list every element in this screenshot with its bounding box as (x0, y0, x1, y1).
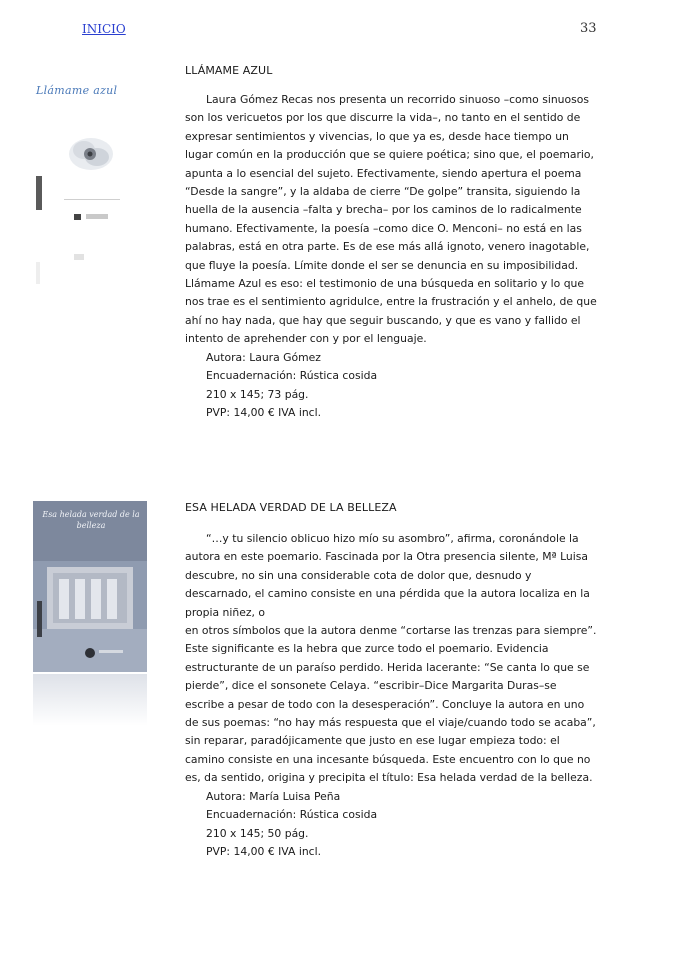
spec-format: 210 x 145; 50 pág. (206, 826, 309, 840)
publisher-tag (86, 214, 108, 219)
spec-author: Autora: Laura Gómez (206, 350, 321, 364)
spec-price: PVP: 14,00 € IVA incl. (206, 405, 322, 419)
flower-illustration (64, 132, 118, 176)
faint-mark (74, 254, 84, 260)
page-number: 33 (580, 21, 597, 36)
book-specs (185, 349, 598, 423)
entry-description: Laura Gómez Recas nos presenta un recorrido sinuoso –como sinuosos son los vericuetos por los que discurre la vida–, no tanto en el sentido de expresar sentimientos y vivencias, lo que ya es, desde hace tiempo un lugar común en la producción que se quiere poética; sino que, el poemario, apunta a lo esencial del sujeto. Efectivamente, siendo apertura el poema “Desde la sangre”, y la aldaba de cierre “De golpe” transita, siguiendo la huella de la ausencia –falta y brecha– por los caminos de lo radicalmente humano. Efectivamente, la poesía –como dice O. Menconi– no está en las palabras, está en otra parte. Es de ese más allá ignoto, venero inagotable, que fluye la poesía. Límite donde el ser se denuncia en su imposibilidad. Llámame Azul es eso: el testimonio de una búsqueda en solitario y lo que nos trae es el sentimiento agridulce, entre la frustración y el anhelo, de que ahí no hay nada, que hay que seguir buscando, y que es vano y fallido el intento de aprehender con y por el lenguaje. (185, 93, 597, 346)
cover-reflection (33, 674, 147, 726)
book-entry-llamame-azul (185, 64, 598, 422)
entry-description (185, 530, 598, 788)
cover-title-text: Esa helada verdad de la belleza (42, 510, 140, 530)
publisher-logo-mark (74, 214, 81, 220)
book-cover-title-art: Llámame azul (36, 84, 118, 97)
entry-description-lead: “…y tu silencio oblicuo hizo mío su asombro”, afirma, coronándole la autora en este poemario. Fascinada por la Otra presencia silente, Mª Luisa descubre, no sin una considerable cota de dolor que, desnudo y descarnado, el camino consiste en una pérdida que la autora localiza en la propia niñez, o (185, 532, 590, 619)
spec-author: Autora: María Luisa Peña (206, 789, 341, 803)
entry-title: ESA HELADA VERDAD DE LA BELLEZA (185, 501, 397, 514)
book-cover-esa-helada-verdad (33, 501, 147, 672)
spec-binding: Encuadernación: Rústica cosida (206, 369, 378, 383)
book-specs (185, 788, 598, 862)
spec-format: 210 x 145; 73 pág. (206, 387, 309, 401)
faint-side-bar (36, 262, 40, 284)
spec-binding: Encuadernación: Rústica cosida (206, 808, 378, 822)
entry-title: LLÁMAME AZUL (185, 64, 273, 77)
nav-home-link[interactable]: INICIO (82, 22, 126, 36)
book-entry-esa-helada-verdad (185, 501, 598, 861)
divider (64, 199, 120, 200)
entry-description-rest: en otros símbolos que la autora denme “cortarse las trenzas para siempre”. Este significante es la hebra que zurce todo el poemario. Evidencia estructurante de un paraíso perdido. Herida lacerante: “Se canta lo que se pierde”, dice el sonsonete Celaya. “escribir–Dice Margarita Duras–se escribe a pesar de todo con la desesperación”. Concluye la autora en uno de sus poemas: “no hay más respuesta que el viaje/cuando todo se acaba”, sin reparar, paradójicamente que justo en ese lugar empieza todo: el camino consiste en una incesante búsqueda. Este encuentro con lo que no es, da sentido, origina y precipita el título: Esa helada verdad de la belleza. (185, 624, 597, 785)
spec-price: PVP: 14,00 € IVA incl. (206, 844, 322, 858)
decorative-side-bar (36, 176, 42, 210)
